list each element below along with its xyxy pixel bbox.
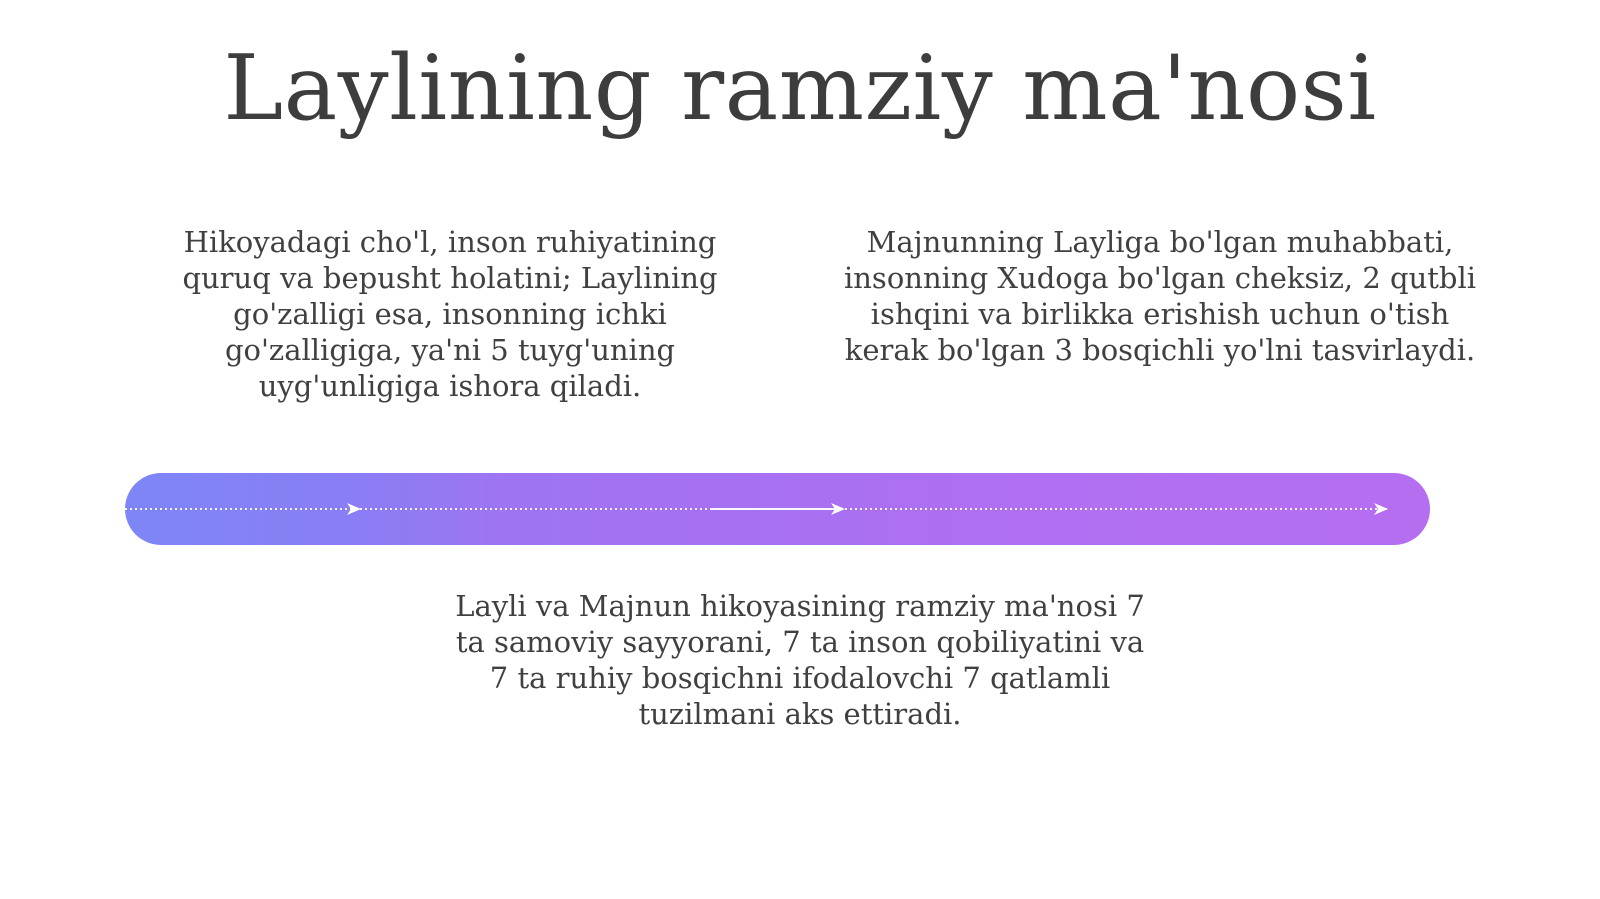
- left-text-block: Hikoyadagi cho'l, inson ruhiyatining quruq va bepusht holatini; Laylining go'zalligi esa, insonning ichki go'zalligiga, ya'ni 5 tuyg'uning uyg'unligiga ishora qiladi.: [182, 225, 718, 403]
- slide-title: Laylining ramziy ma'nosi: [223, 36, 1377, 141]
- bottom-text-block: Layli va Majnun hikoyasining ramziy ma'nosi 7 ta samoviy sayyorani, 7 ta inson qobiliyatini va 7 ta ruhiy bosqichni ifodalovchi 7 qatlamli tuzilmani aks ettiradi.: [455, 589, 1145, 731]
- right-text-block: Majnunning Layliga bo'lgan muhabbati, insonning Xudoga bo'lgan cheksiz, 2 qutbli ishqini va birlikka erishish uchun o'tish kerak bo'lgan 3 bosqichli yo'lni tasvirlaydi.: [843, 225, 1477, 367]
- arrow-right-icon: [347, 503, 361, 515]
- timeline-bar: [125, 473, 1430, 545]
- timeline-arrows: [125, 473, 1430, 545]
